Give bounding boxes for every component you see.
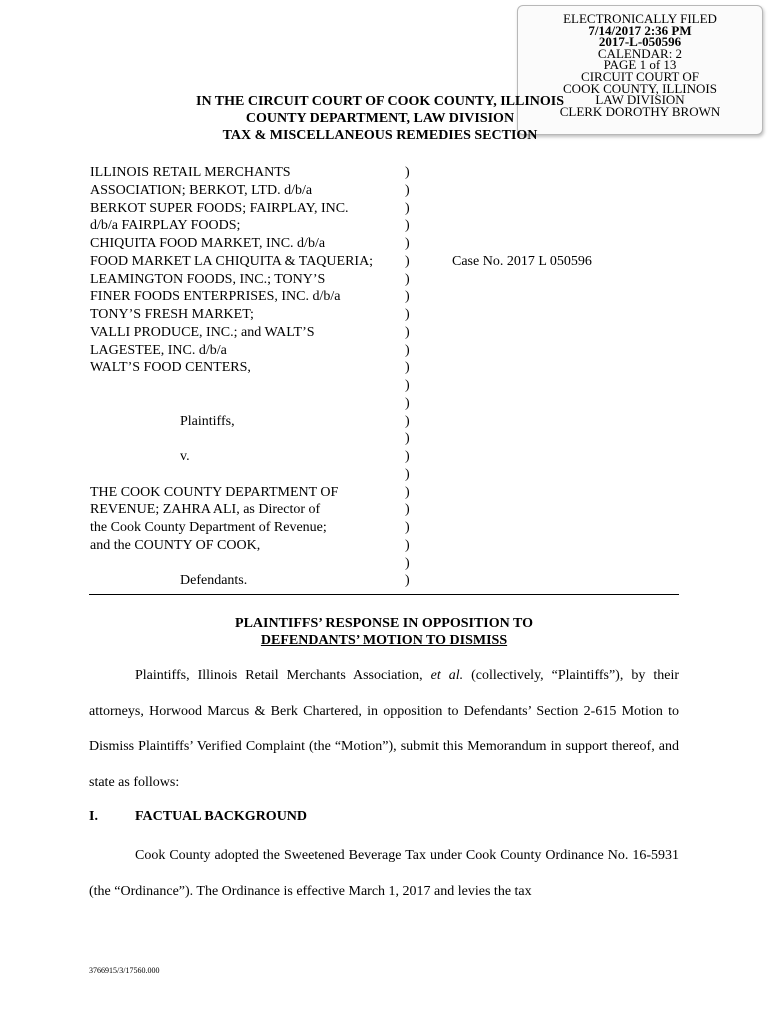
defendant-line: REVENUE; ZAHRA ALI, as Director of: [90, 502, 321, 518]
court-heading: [140, 93, 620, 144]
caption-paren: ): [405, 236, 410, 251]
caption-paren: ): [405, 165, 410, 180]
stamp-line: ELECTRONICALLY FILED: [563, 11, 717, 26]
caption-paren: ): [405, 324, 410, 340]
caption-parentheses: [405, 164, 410, 590]
plaintiff-line: VALLI PRODUCE, INC.; and WALT’S: [90, 324, 315, 340]
plaintiff-line: LEAMINGTON FOODS, INC.; TONY’S: [90, 271, 326, 287]
section-number: I.: [89, 809, 98, 824]
caption-paren: ): [405, 431, 410, 447]
intro-paragraph: [89, 658, 679, 800]
stamp-line: CLERK DOROTHY BROWN: [559, 103, 721, 119]
caption-paren: ): [405, 413, 410, 429]
stamp-line: PAGE 1 of 13: [603, 57, 677, 73]
caption-paren: ): [405, 360, 410, 376]
caption-paren: ): [405, 253, 410, 269]
plaintiff-line: TONY’S FRESH MARKET;: [90, 307, 254, 322]
caption-paren: ): [405, 555, 410, 571]
case-number: Case No. 2017 L 050596: [452, 254, 592, 269]
stamp-case-number: 2017-L-050596: [598, 34, 682, 50]
defendant-line: THE COOK COUNTY DEPARTMENT OF: [90, 484, 339, 500]
plaintiffs-label: Plaintiffs,: [180, 413, 235, 429]
caption-divider: [89, 594, 679, 595]
document-title-line: PLAINTIFFS’ RESPONSE IN OPPOSITION TO: [235, 616, 533, 631]
defendants-block: [90, 484, 373, 555]
caption-paren: ): [405, 307, 410, 322]
caption-paren: ): [405, 466, 410, 482]
plaintiff-line: d/b/a FAIRPLAY FOODS;: [90, 218, 241, 234]
section-title: FACTUAL BACKGROUND: [135, 809, 308, 824]
plaintiff-line: ILLINOIS RETAIL MERCHANTS: [90, 165, 291, 180]
caption-paren: ): [405, 484, 410, 500]
court-heading-line: IN THE CIRCUIT COURT OF COOK COUNTY, ILLINOIS: [196, 94, 564, 109]
caption-paren: ): [405, 200, 410, 216]
plaintiff-line: BERKOT SUPER FOODS; FAIRPLAY, INC.: [90, 200, 349, 216]
caption-paren: ): [405, 378, 410, 393]
stamp-line: LAW DIVISION: [595, 92, 685, 108]
plaintiff-line: LAGESTEE, INC. d/b/a: [90, 342, 227, 358]
background-text: Cook County adopted the Sweetened Beverage Tax under Cook County Ordinance No. 16-5931 (the “Ordinance”). The Ordinance is effective March 1, 2017 and levies the tax: [89, 848, 679, 899]
party-caption: [90, 164, 373, 590]
versus-label: v.: [180, 449, 190, 464]
section-heading: [89, 809, 307, 825]
stamp-line: COOK COUNTY, ILLINOIS: [563, 80, 717, 96]
defendant-line: the Cook County Department of Revenue;: [90, 520, 327, 535]
caption-paren: ): [405, 537, 410, 553]
court-heading-line: TAX & MISCELLANEOUS REMEDIES SECTION: [222, 128, 538, 143]
caption-paren: ): [405, 342, 410, 358]
caption-paren: ): [405, 395, 410, 411]
caption-paren: ): [405, 289, 410, 305]
caption-paren: ): [405, 449, 410, 464]
caption-paren: ): [405, 520, 410, 535]
plaintiff-line: FINER FOODS ENTERPRISES, INC. d/b/a: [90, 289, 341, 305]
plaintiff-line: ASSOCIATION; BERKOT, LTD. d/b/a: [90, 182, 313, 198]
document-title-line: DEFENDANTS’ MOTION TO DISMISS: [260, 633, 508, 648]
plaintiff-line: WALT’S FOOD CENTERS,: [90, 360, 251, 376]
defendants-label: Defendants.: [180, 573, 248, 589]
document-title: [88, 615, 680, 649]
intro-text: (collectively, “Plaintiffs”), by their attorneys, Horwood Marcus & Berk Chartered, in opposition to Defendants’ Section 2-615 Motion to Dismiss Plaintiffs’ Verified Complaint (the “Motion”), submit this Memorandum in support thereof, and state as follows:: [89, 668, 679, 790]
intro-etal: et al.: [430, 668, 464, 683]
caption-paren: ): [405, 271, 410, 287]
defendant-line: and the COUNTY OF COOK,: [90, 537, 261, 553]
caption-paren: ): [405, 218, 410, 234]
court-heading-line: COUNTY DEPARTMENT, LAW DIVISION: [245, 111, 515, 126]
document-footer-id: 3766915/3/17560.000: [89, 966, 160, 975]
caption-paren: ): [405, 502, 410, 518]
background-paragraph: [89, 838, 679, 909]
stamp-date: 7/14/2017 2:36 PM: [588, 22, 692, 38]
stamp-line: CIRCUIT COURT OF: [581, 68, 699, 84]
plaintiff-line: CHIQUITA FOOD MARKET, INC. d/b/a: [90, 236, 326, 251]
plaintiff-line: FOOD MARKET LA CHIQUITA & TAQUERIA;: [90, 253, 374, 269]
stamp-line: CALENDAR: 2: [597, 45, 683, 61]
caption-paren: ): [405, 182, 410, 198]
caption-paren: ): [405, 573, 410, 589]
intro-text: Plaintiffs, Illinois Retail Merchants Association,: [135, 668, 431, 683]
plaintiffs-block: [90, 164, 373, 377]
